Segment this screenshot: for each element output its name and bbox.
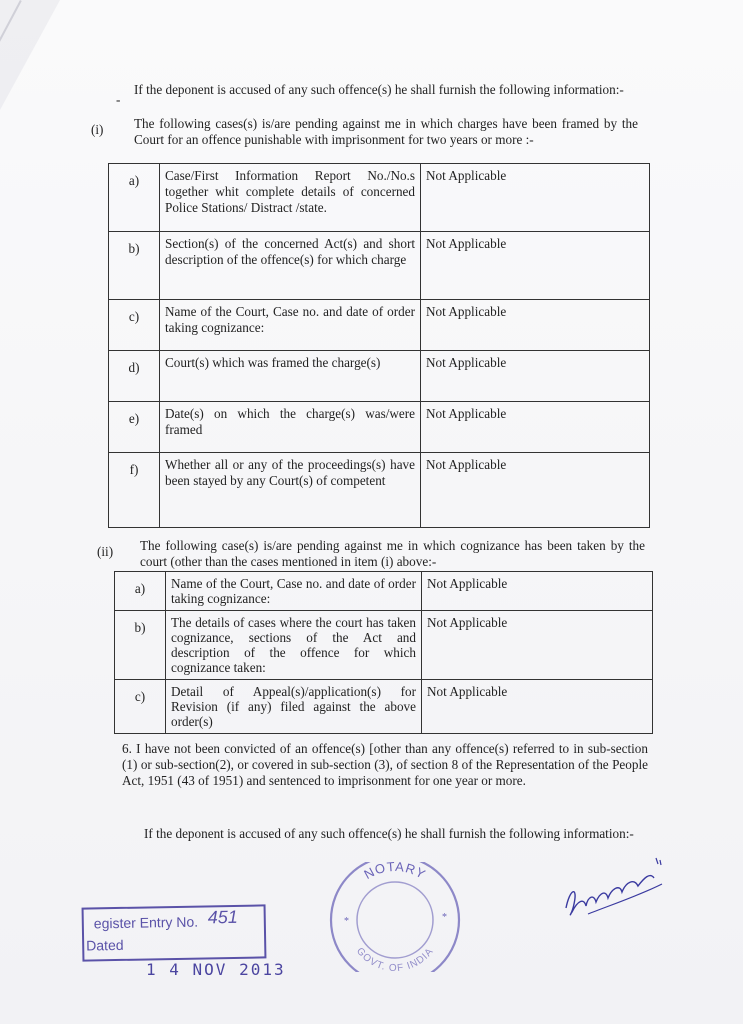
svg-text:NOTARY — [361, 862, 428, 882]
row-value: Not Applicable — [421, 164, 650, 232]
intro-paragraph-top: If the deponent is accused of any such offence(s) he shall furnish the following information:- — [134, 82, 624, 97]
table-row — [109, 453, 650, 528]
row-label: b) — [115, 611, 166, 680]
row-description: Name of the Court, Case no. and date of order taking cognizance: — [166, 572, 422, 611]
section-i-number: (i) — [91, 122, 104, 137]
row-description: Case/First Information Report No./No.s together whit complete details of concerned Police Stations/ Distract /state. — [160, 164, 421, 232]
row-description: Whether all or any of the proceedings(s) have been stayed by any Court(s) of competent — [160, 453, 421, 528]
row-description: Detail of Appeal(s)/application(s) for Revision (if any) filed against the above order(s) — [166, 680, 422, 734]
signature — [558, 848, 668, 928]
row-description: The details of cases where the court has taken cognizance, sections of the Act and description of the offence for which cognizance taken: — [166, 611, 422, 680]
section-i-intro: The following cases(s) is/are pending against me in which charges have been framed by the Court for an offence punishable with imprisonment for two years or more :- — [134, 116, 638, 147]
row-value: Not Applicable — [421, 300, 650, 351]
notary-seal-bottom-text: GOVT. OF INDIA — [354, 945, 436, 972]
row-label: b) — [109, 232, 160, 300]
row-label: a) — [109, 164, 160, 232]
row-value: Not Applicable — [422, 680, 653, 734]
row-description: Date(s) on which the charge(s) was/were framed — [160, 402, 421, 453]
row-value: Not Applicable — [422, 611, 653, 680]
register-entry-number: 451 — [207, 906, 238, 928]
section-ii-intro: The following case(s) is/are pending against me in which cognizance has been taken by the court (other than the cases mentioned in item (i) above:- — [140, 538, 645, 569]
row-description: Name of the Court, Case no. and date of order taking cognizance: — [160, 300, 421, 351]
section-i-table — [108, 163, 650, 528]
page-fold-shadow — [0, 0, 60, 110]
item-6-paragraph: 6. I have not been convicted of an offence(s) [other than any offence(s) referred to in sub-section (1) or sub-section(2), or covered in sub-section (3), of section 8 of the Representation of the People Act, 1951 (43 of 1951) and sentenced to imprisonment for one year or more. — [122, 741, 648, 788]
table-row — [115, 572, 653, 611]
row-value: Not Applicable — [421, 232, 650, 300]
row-description: Section(s) of the concerned Act(s) and short description of the offence(s) for which charge — [160, 232, 421, 300]
row-label: d) — [109, 351, 160, 402]
table-row — [115, 680, 653, 734]
table-row — [115, 611, 653, 680]
table-row — [109, 300, 650, 351]
row-label: a) — [115, 572, 166, 611]
section-ii-number: (ii) — [97, 544, 114, 559]
date-stamp: 1 4 NOV 2013 — [146, 960, 286, 979]
bullet-dash: - — [116, 92, 121, 107]
svg-text:*: * — [344, 916, 349, 927]
notary-seal — [326, 862, 464, 972]
register-entry-label: egister Entry No. — [93, 913, 199, 932]
intro-paragraph-bottom: If the deponent is accused of any such offence(s) he shall furnish the following information:- — [144, 826, 634, 841]
table-row — [109, 402, 650, 453]
svg-text:GOVT. OF INDIA — [354, 946, 436, 972]
notary-seal-top-text: NOTARY — [361, 862, 429, 883]
row-label: e) — [109, 402, 160, 453]
row-value: Not Applicable — [421, 453, 650, 528]
row-description: Court(s) which was framed the charge(s) — [160, 351, 421, 402]
register-dated-label: Dated — [86, 936, 124, 954]
section-ii-table — [114, 571, 653, 734]
row-label: f) — [109, 453, 160, 528]
svg-text:*: * — [442, 912, 447, 923]
row-label: c) — [109, 300, 160, 351]
table-row — [109, 232, 650, 300]
register-entry-stamp — [82, 904, 267, 961]
row-value: Not Applicable — [421, 351, 650, 402]
table-row — [109, 351, 650, 402]
table-row — [109, 164, 650, 232]
row-value: Not Applicable — [422, 572, 653, 611]
row-value: Not Applicable — [421, 402, 650, 453]
row-label: c) — [115, 680, 166, 734]
